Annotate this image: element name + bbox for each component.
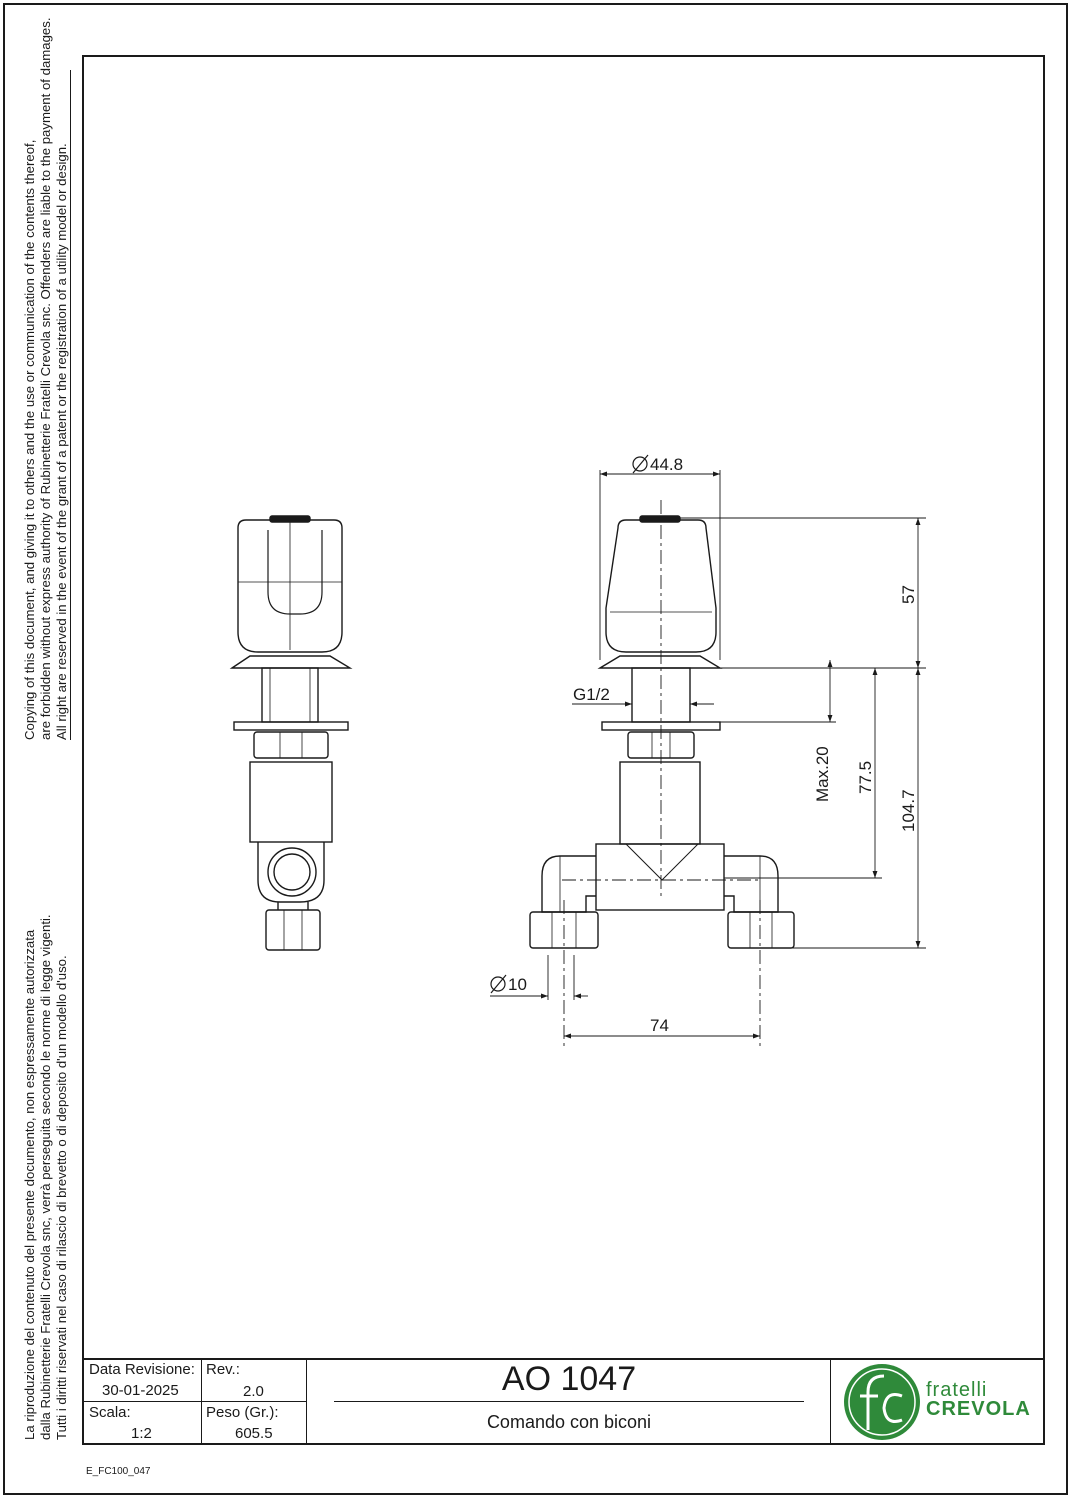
- dim-pipe-diameter: 10: [508, 975, 527, 994]
- dimension-lines: [490, 470, 926, 1036]
- legal-notice-line: dalla Rubinetterie Fratelli Crevola snc, verrà perseguita secondo le norme di legge vigenti.: [38, 914, 53, 1440]
- document-code: E_FC100_047: [86, 1466, 151, 1477]
- side-nut: [254, 732, 328, 758]
- side-bicone-nut: [266, 910, 320, 950]
- legal-notice-line: Tutti i diritti riservati nel caso di rilascio di brevetto o di deposito d'un modello d'uso.: [54, 955, 69, 1440]
- dim-height-104-7: 104.7: [899, 789, 918, 832]
- side-body: [250, 762, 332, 842]
- side-wall-plate: [234, 722, 348, 730]
- legal-notice-line: Copying of this document, and giving it to others and the use or communication of the contents thereof,: [22, 139, 37, 740]
- product-name: Comando con biconi: [486, 1412, 652, 1432]
- front-flange: [600, 656, 720, 668]
- dim-handle-diameter: 44.8: [650, 455, 684, 474]
- brand-line-2: CREVOLA: [926, 1398, 1031, 1420]
- dim-outlet-spacing: 74: [650, 1016, 669, 1035]
- title-underline: [334, 1401, 804, 1402]
- front-view: [530, 516, 794, 948]
- front-tee-body: [596, 844, 724, 910]
- title-block-divider: [306, 1358, 307, 1444]
- brand-name: [926, 1381, 1031, 1419]
- side-flange: [232, 656, 350, 668]
- scale-value: 1:2: [131, 1425, 152, 1442]
- revision-date-label: Data Revisione:: [89, 1361, 195, 1378]
- revision-date: 30-01-2025: [102, 1382, 179, 1399]
- dim-height-77-5: 77.5: [856, 760, 875, 794]
- dim-max-depth: Max.20: [813, 746, 832, 802]
- brand-line-1: fratelli: [926, 1379, 988, 1401]
- front-right-elbow: [724, 856, 778, 912]
- side-handle-top-cap: [270, 516, 310, 522]
- rev-value: 2.0: [243, 1383, 264, 1400]
- front-column: [620, 762, 700, 844]
- dim-thread: G1/2: [573, 685, 610, 704]
- side-view: [232, 516, 350, 950]
- legal-notice-line: All right are reserved in the event of the grant of a patent or the registration of a utility model or design.: [54, 143, 69, 740]
- legal-notice-line: are forbidden without express authority of Rubinetterie Fratelli Crevola snc. Offenders are liable to the payment of damages.: [38, 17, 53, 740]
- front-left-elbow: [542, 856, 596, 912]
- dim-height-57: 57: [899, 585, 918, 604]
- title-block-divider: [82, 1401, 306, 1402]
- legal-notice-line: La riproduzione del contenuto del presente documento, non espressamente autorizzata: [22, 929, 37, 1440]
- front-handle-top-cap: [640, 516, 680, 522]
- product-code: AO 1047: [501, 1360, 637, 1398]
- weight-value: 605.5: [235, 1425, 273, 1442]
- title-block-divider: [830, 1358, 831, 1444]
- weight-label: Peso (Gr.):: [206, 1404, 279, 1421]
- rev-label: Rev.:: [206, 1361, 240, 1378]
- center-lines: [562, 500, 762, 1046]
- front-right-bicone-nut: [728, 912, 794, 948]
- scale-label: Scala:: [89, 1404, 131, 1421]
